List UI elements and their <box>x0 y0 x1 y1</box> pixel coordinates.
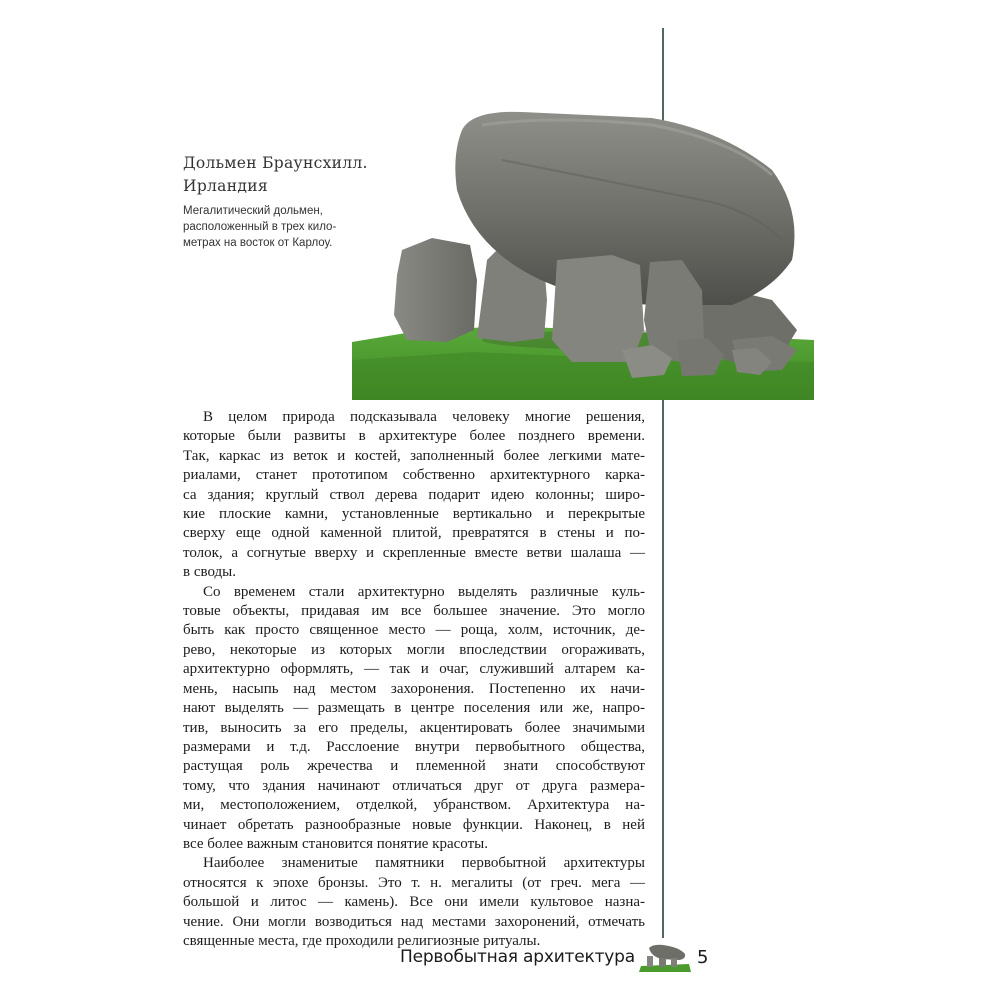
caption-title-line: Дольмен Браунсхилл. <box>183 154 368 172</box>
body-line: чение. Они могли возводиться над местами захоронений, отмечать <box>183 913 645 930</box>
body-line: са здания; круглый ствол дерева подарит идею колонны; широ- <box>183 486 645 503</box>
body-line: риалами, станет прототипом собственно архитектурного карка- <box>183 467 645 484</box>
body-line: священные места, где проходили религиозные ритуалы. <box>183 932 541 949</box>
dolmen-photo <box>352 100 814 400</box>
caption-text <box>183 203 363 251</box>
body-line: рево, некоторые из которых могли впоследствии огораживать, <box>183 641 645 658</box>
running-title: Первобытная архитектура <box>400 947 635 967</box>
body-line: сверху еще одной каменной плитой, превратятся в стены и по- <box>183 525 645 542</box>
body-line: растущая роль жречества и племенной знати способствуют <box>183 758 645 775</box>
body-line: кие плоские камни, установленные вертикально и перекрытые <box>183 506 645 523</box>
body-line: Со временем стали архитектурно выделять различные куль- <box>203 583 645 600</box>
body-line: мень, насыпь над местом захоронения. Постепенно их начи- <box>183 680 645 697</box>
body-line: В целом природа подсказывала человеку многие решения, <box>203 409 645 425</box>
page-number: 5 <box>696 946 709 968</box>
body-line: быть как просто священное место — роща, холм, источник, де- <box>183 622 645 639</box>
body-line: все более важным становится понятие красоты. <box>183 835 488 852</box>
body-line: товые объекты, придавая им все большее значение. Это могло <box>183 603 645 620</box>
caption-title-line: Ирландия <box>183 177 268 195</box>
body-line: Так, каркас из веток и костей, заполненный более легкими мате- <box>183 447 645 464</box>
caption-text-line: метрах на восток от Карлоу. <box>183 237 333 249</box>
body-text <box>183 408 645 951</box>
dolmen-icon <box>639 942 691 972</box>
body-line: которые были развиты в архитектуре более позднего времени. <box>183 428 645 445</box>
body-line: ми, местоположением, отделкой, убранством. Архитектура на- <box>183 797 645 814</box>
body-line: архитектурно оформлять, — так и очаг, служивший алтарем ка- <box>183 661 645 678</box>
caption-text-line: Мегалитический дольмен, <box>183 205 323 217</box>
body-line: тому, что здания начинают отличаться друг от друга размера- <box>183 777 645 794</box>
body-line: чинает обретать разнообразные новые функции. Наконец, в ней <box>183 816 645 833</box>
body-line: тив, выносить за его пределы, акцентировать более значимыми <box>183 719 645 736</box>
body-line: толок, а согнутые вверху и скрепленные вместе ветви шалаша — <box>183 544 645 561</box>
caption-text-line: расположенный в трех кило- <box>183 221 337 233</box>
body-line: большой и литос — камень). Все они имели культовое назна- <box>183 894 645 911</box>
body-line: размерами и т.д. Расслоение внутри первобытного общества, <box>183 738 645 755</box>
page-footer <box>400 940 708 974</box>
body-line: в своды. <box>183 564 236 581</box>
body-line: нают выделять — размещать в центре поселения или же, напро- <box>183 700 645 717</box>
body-line: относятся к эпохе бронзы. Это т. н. мегалиты (от греч. мега — <box>183 874 645 891</box>
body-line: Наиболее знаменитые памятники первобытной архитектуры <box>203 855 645 872</box>
